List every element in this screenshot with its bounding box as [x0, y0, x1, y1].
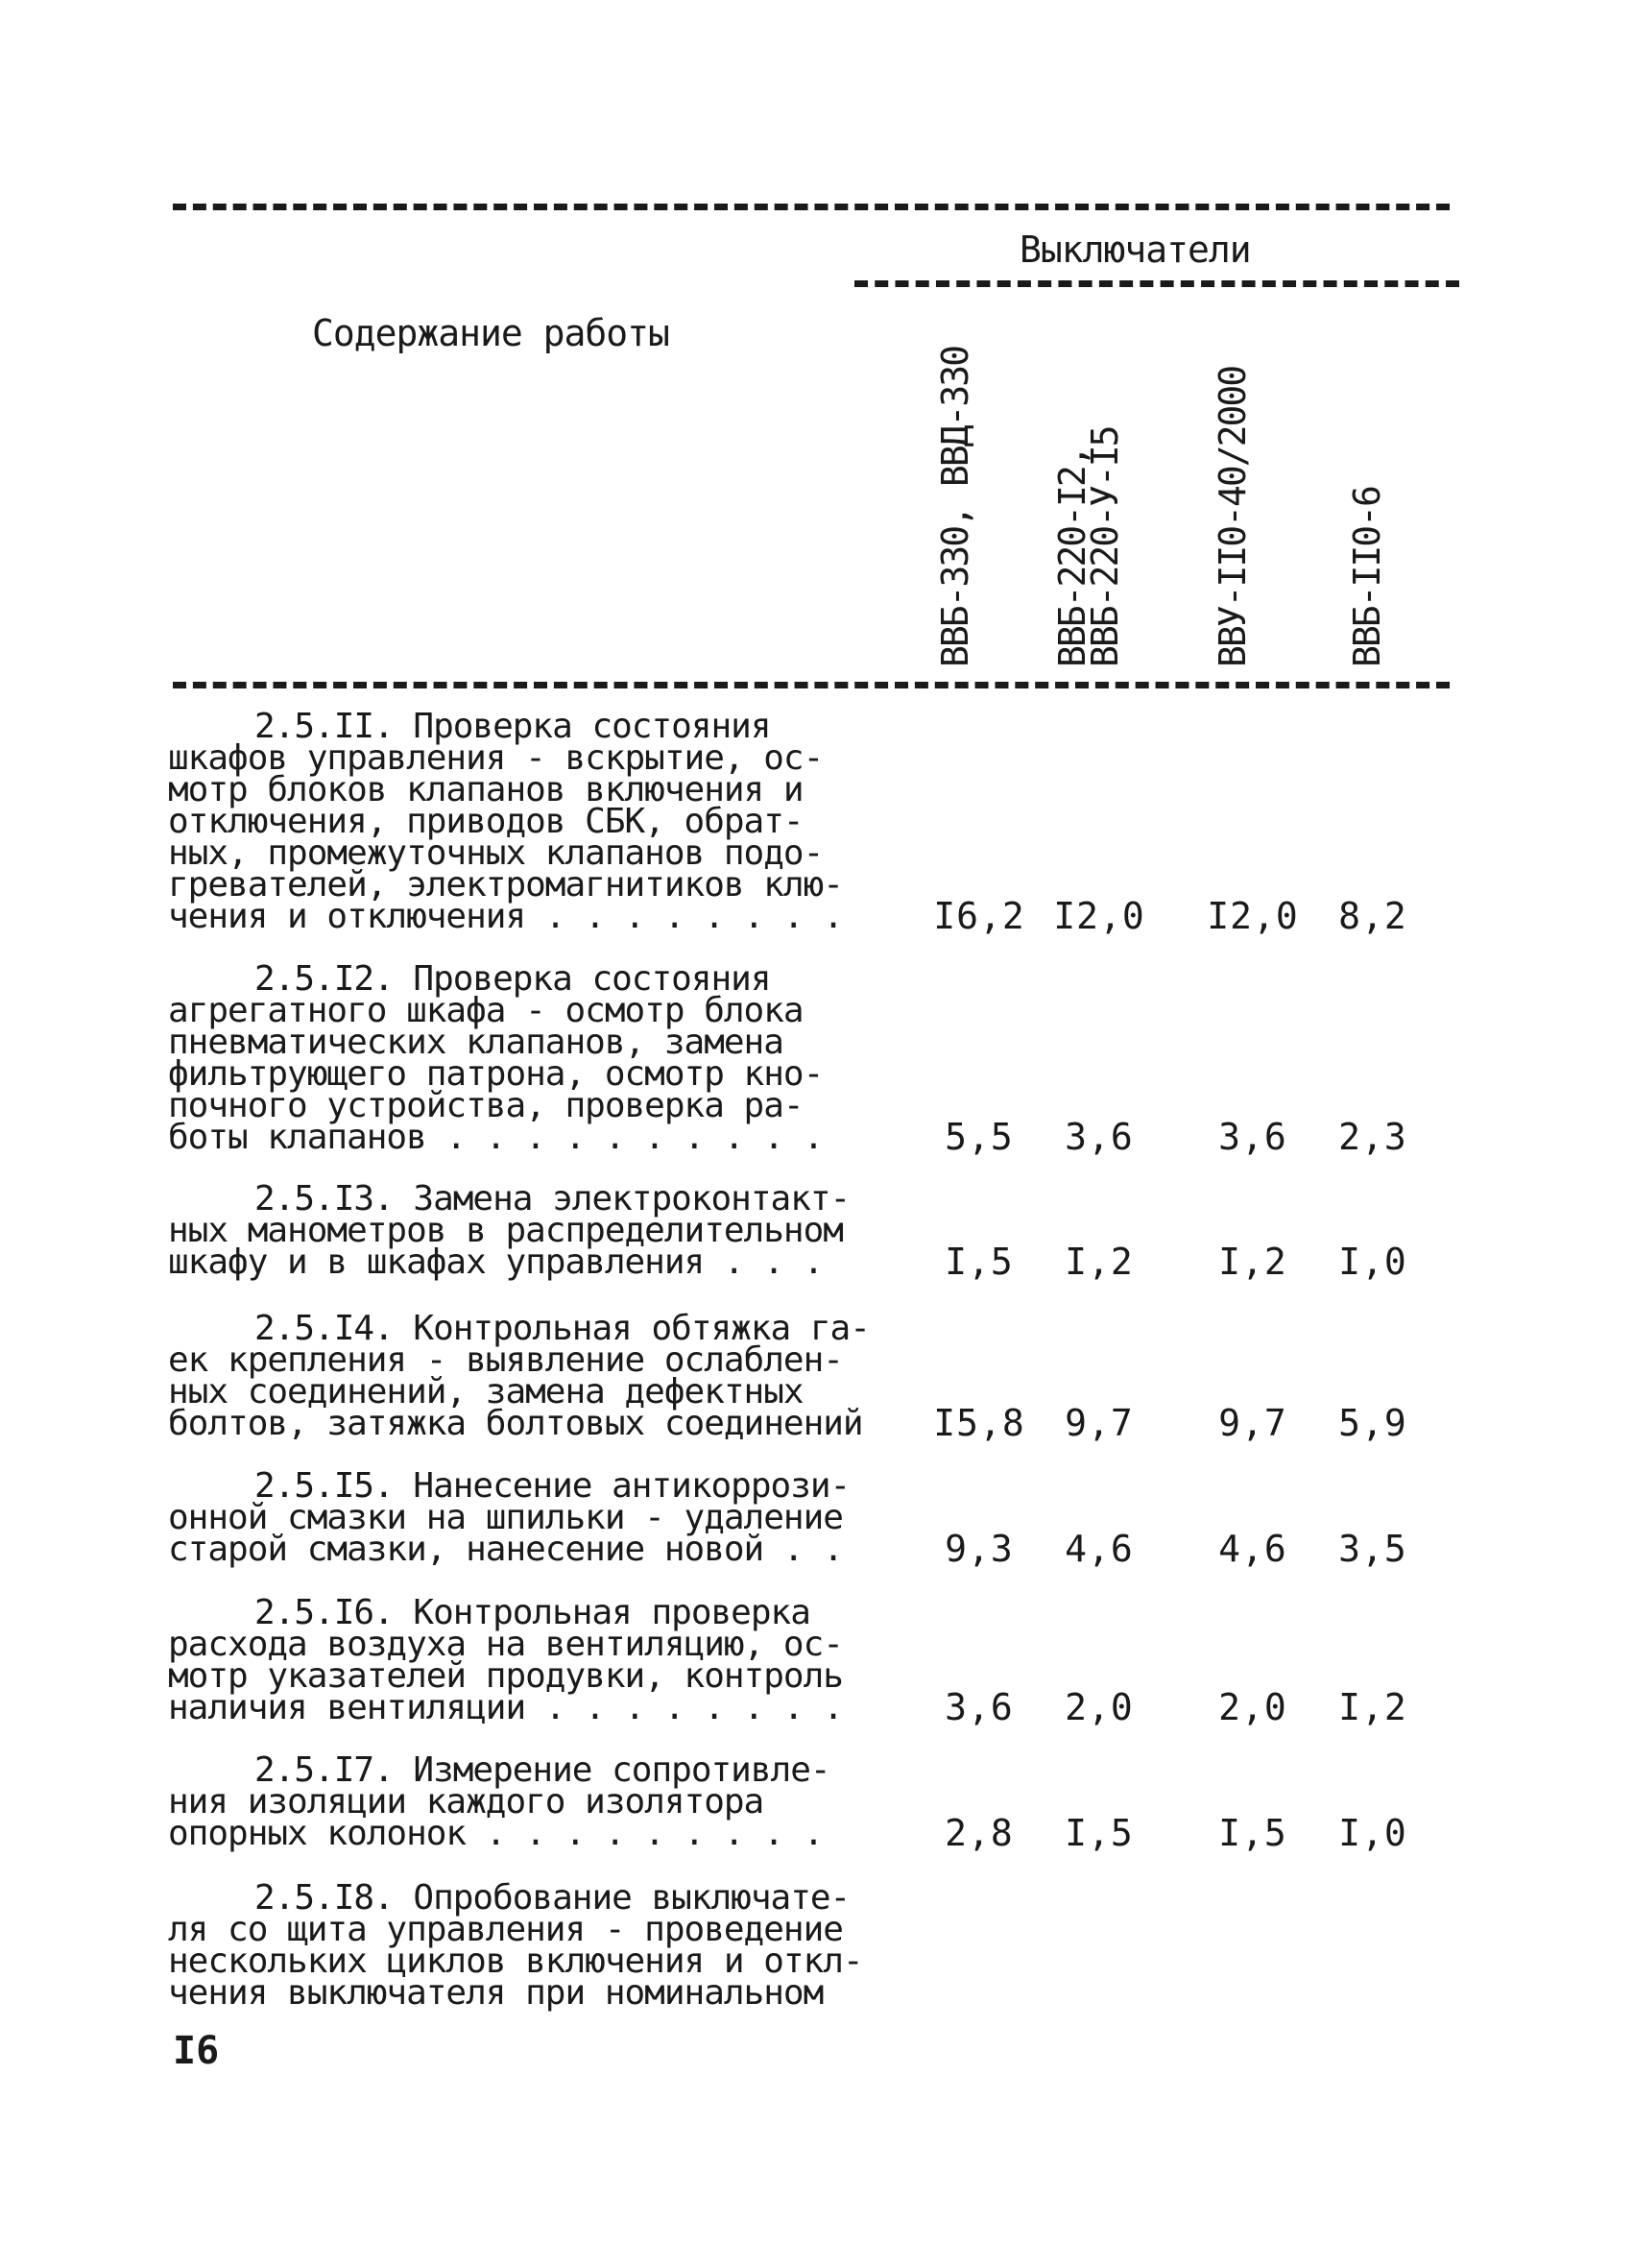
- description-line: 2.5.I4. Контрольная обтяжка га-: [254, 1309, 870, 1348]
- norm-value: 5,9: [1338, 1402, 1407, 1444]
- header-bottom-separator: [173, 682, 1450, 688]
- norm-value: I,0: [1338, 1241, 1407, 1283]
- page-number: I6: [173, 2029, 220, 2073]
- norm-value: 2,0: [1218, 1686, 1287, 1728]
- top-separator: [173, 204, 1450, 210]
- description-line: ля со щита управления - проведение: [168, 1910, 843, 1949]
- norm-value: I,5: [1065, 1812, 1134, 1854]
- description-line: ных манометров в распределительном: [168, 1211, 843, 1250]
- norm-value: 2,0: [1065, 1686, 1134, 1728]
- norm-value: I,2: [1338, 1686, 1407, 1728]
- description-line: мотр блоков клапанов включения и: [168, 770, 804, 809]
- norm-value: I,0: [1338, 1812, 1407, 1854]
- description-line: ек крепления - выявление ослаблен-: [168, 1340, 843, 1380]
- description-line: мотр указателей продувки, контроль: [168, 1656, 843, 1696]
- work-description: [168, 1179, 869, 1282]
- column-header-2: [1051, 413, 1126, 667]
- norm-value: 3,6: [945, 1686, 1014, 1728]
- column-header-1: ВВБ-330, ВВД-330: [934, 346, 976, 667]
- norm-value: 4,6: [1218, 1528, 1287, 1570]
- norm-value: I2,0: [1053, 895, 1145, 937]
- norm-value: 5,5: [945, 1116, 1014, 1158]
- description-line: боты клапанов . . . . . . . . . .: [168, 1118, 824, 1157]
- norm-value: 2,8: [945, 1812, 1014, 1854]
- norm-value: 3,6: [1065, 1116, 1134, 1158]
- work-description: [168, 707, 869, 936]
- description-line: ных соединений, замена дефектных: [168, 1372, 804, 1411]
- norm-value: 9,3: [945, 1528, 1014, 1570]
- column-header-2-line-2: ВВБ-220-У-I5: [1084, 426, 1126, 667]
- norm-value: 2,3: [1338, 1116, 1407, 1158]
- work-description: [168, 959, 869, 1157]
- column-header-2-line-1: ВВБ-220-I2,: [1051, 446, 1093, 667]
- description-line: почного устройства, проверка ра-: [168, 1086, 804, 1125]
- description-line: фильтрующего патрона, осмотр кно-: [168, 1054, 824, 1094]
- norm-value: 9,7: [1218, 1402, 1287, 1444]
- description-line: чения выключателя при номинальном: [168, 1973, 824, 2013]
- description-line: 2.5.I6. Контрольная проверка: [254, 1593, 810, 1632]
- column-group-title: Выключатели: [1020, 229, 1251, 271]
- description-line: 2.5.I8. Опробование выключате-: [254, 1878, 851, 1918]
- work-description: [168, 1878, 869, 2013]
- description-line: чения и отключения . . . . . . . .: [168, 897, 843, 936]
- content-column-header: Содержание работы: [312, 312, 669, 354]
- description-line: шкафу и в шкафах управления . . .: [168, 1243, 824, 1282]
- description-line: ных, промежуточных клапанов подо-: [168, 833, 824, 873]
- norm-value: 9,7: [1065, 1402, 1134, 1444]
- description-line: 2.5.I7. Измерение сопротивле-: [254, 1750, 830, 1790]
- column-header-3: ВВУ-II0-40/2000: [1212, 366, 1254, 667]
- description-line: расхода воздуха на вентиляцию, ос-: [168, 1625, 843, 1664]
- description-line: отключения, приводов СБК, обрат-: [168, 802, 804, 841]
- norm-value: I2,0: [1207, 895, 1299, 937]
- description-line: наличия вентиляции . . . . . . . .: [168, 1688, 843, 1727]
- description-line: болтов, затяжка болтовых соединений: [168, 1404, 863, 1443]
- description-line: 2.5.II. Проверка состояния: [254, 707, 771, 746]
- norm-value: 4,6: [1065, 1528, 1134, 1570]
- description-line: онной смазки на шпильки - удаление: [168, 1498, 843, 1537]
- description-line: ния изоляции каждого изолятора: [168, 1782, 764, 1822]
- column-header-4: ВВБ-II0-6: [1346, 487, 1388, 667]
- description-line: гревателей, электромагнитиков клю-: [168, 865, 843, 905]
- norm-value: I6,2: [933, 895, 1025, 937]
- description-line: 2.5.I2. Проверка состояния: [254, 959, 771, 999]
- norm-value: I,5: [1218, 1812, 1287, 1854]
- work-description: [168, 1309, 870, 1443]
- work-description: [168, 1593, 869, 1727]
- description-line: старой смазки, нанесение новой . .: [168, 1530, 843, 1569]
- norm-value: I,2: [1218, 1241, 1287, 1283]
- description-line: агрегатного шкафа - осмотр блока: [168, 991, 804, 1030]
- description-line: шкафов управления - вскрытие, ос-: [168, 738, 824, 778]
- description-line: 2.5.I3. Замена электроконтакт-: [254, 1179, 851, 1218]
- description-line: опорных колонок . . . . . . . . .: [168, 1814, 824, 1853]
- description-line: нескольких циклов включения и откл-: [168, 1942, 863, 1981]
- norm-value: I5,8: [933, 1402, 1025, 1444]
- group-separator: [854, 280, 1459, 287]
- norm-value: 3,6: [1218, 1116, 1287, 1158]
- work-description: [168, 1750, 869, 1853]
- work-description: [168, 1466, 869, 1569]
- norm-value: 3,5: [1338, 1528, 1407, 1570]
- description-line: пневматических клапанов, замена: [168, 1023, 783, 1062]
- norm-value: I,2: [1065, 1241, 1134, 1283]
- description-line: 2.5.I5. Нанесение антикоррози-: [254, 1466, 851, 1506]
- norm-value: 8,2: [1338, 895, 1407, 937]
- norm-value: I,5: [945, 1241, 1014, 1283]
